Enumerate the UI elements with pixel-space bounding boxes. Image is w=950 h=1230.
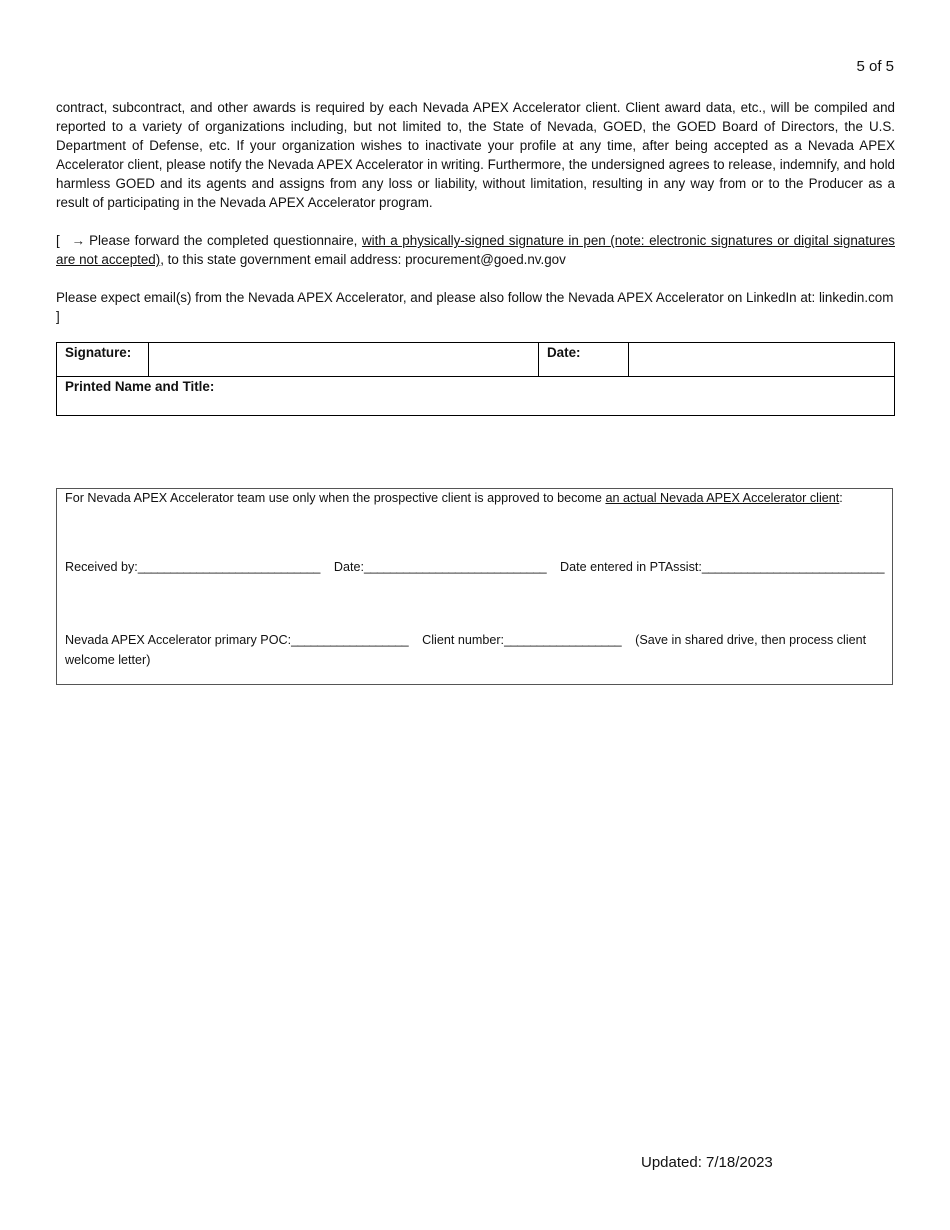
office-use-intro-lead: For Nevada APEX Accelerator team use only when the prospective client is approved to become	[65, 491, 606, 505]
forward-instructions-paragraph	[56, 231, 895, 269]
office-use-intro-underlined: an actual Nevada APEX Accelerator client	[605, 491, 840, 505]
office-use-note: (Save in shared drive, then process client welcome letter)	[65, 633, 867, 667]
date-field[interactable]	[629, 343, 895, 377]
client-number-field[interactable]: Client number:__________________	[422, 633, 622, 647]
date-entered-field[interactable]: Date entered in PTAssist:____________________________	[560, 560, 884, 574]
page-number: 5 of 5	[856, 58, 894, 75]
signature-field[interactable]	[149, 343, 539, 377]
signature-requirement-text: with a physically-signed signature in pen (note: electronic signatures or digital signatures are not accepted)	[56, 233, 895, 267]
forward-tail-text: , to this state government email address: procurement@goed.nv.gov	[160, 252, 566, 267]
office-date-field[interactable]: Date:____________________________	[333, 560, 547, 574]
office-use-poc-row	[65, 630, 884, 670]
date-label: Date:	[539, 343, 629, 377]
printed-name-field[interactable]: Printed Name and Title:	[57, 377, 895, 416]
office-use-intro	[65, 491, 884, 505]
office-use-received-row	[65, 560, 884, 574]
signature-label: Signature:	[57, 343, 149, 377]
updated-date: Updated: 7/18/2023	[641, 1154, 773, 1171]
arrow-right-icon: →	[71, 233, 86, 248]
signature-table	[56, 342, 895, 416]
received-by-field[interactable]: Received by:____________________________	[65, 560, 320, 574]
forward-lead-text: Please forward the completed questionnaire,	[89, 233, 362, 248]
office-use-box	[56, 488, 893, 685]
linkedin-paragraph: Please expect email(s) from the Nevada APEX Accelerator, and please also follow the Nevada APEX Accelerator on LinkedIn at: linkedin.com ]	[56, 290, 894, 324]
primary-poc-field[interactable]: Nevada APEX Accelerator primary POC:__________________	[65, 633, 409, 647]
office-use-intro-tail: :	[839, 491, 843, 505]
terms-paragraph: contract, subcontract, and other awards is required by each Nevada APEX Accelerator client. Client award data, etc., will be compiled and reported to a variety of organizations including, but not limited to, the State of Nevada, GOED, the GOED Board of Directors, the U.S. Department of Defense, etc. If your organization wishes to inactivate your profile at any time, after being accepted as a Nevada APEX Accelerator client, please notify the Nevada APEX Accelerator in writing. Furthermore, the undersigned agrees to release, indemnify, and hold harmless GOED and its agents and assigns from any loss or liability, without limitation, resulting in any way from or to the Producer as a result of participating in the Nevada APEX Accelerator program.	[56, 100, 895, 210]
open-bracket: [	[56, 233, 60, 248]
